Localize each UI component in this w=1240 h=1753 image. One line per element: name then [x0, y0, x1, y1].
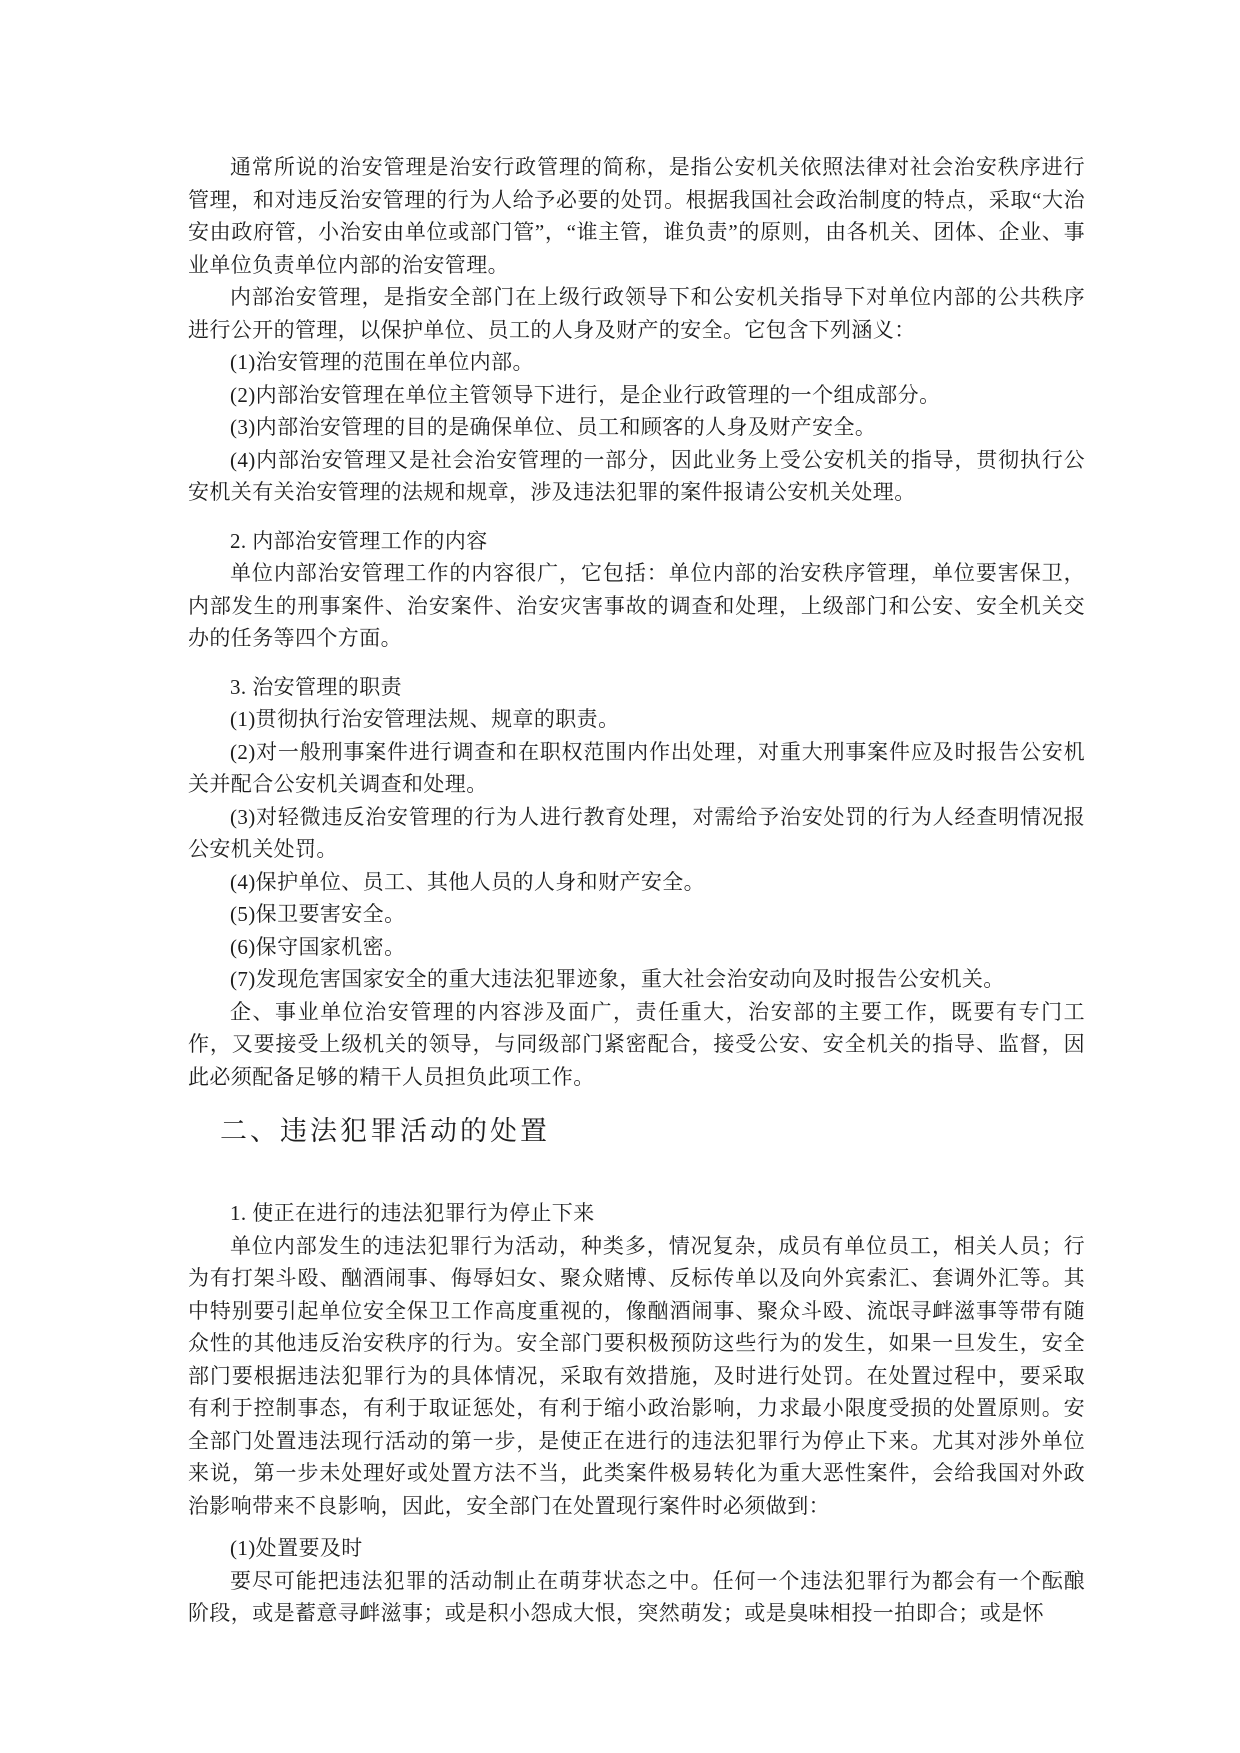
paragraph: (1)治安管理的范围在单位内部。 — [230, 350, 534, 374]
paragraph: (2)内部治安管理在单位主管领导下进行，是企业行政管理的一个组成部分。 — [230, 382, 941, 407]
paragraph: (6)保守国家机密。 — [230, 934, 406, 959]
paragraph: (3)对轻微违反治安管理的行为人进行教育处理，对需给予治安处罚的行为人经查明情况报公安机关处罚。 — [188, 804, 1085, 861]
paragraph: (1)贯彻执行治安管理法规、规章的职责。 — [230, 707, 620, 731]
paragraph: 单位内部发生的违法犯罪行为活动，种类多，情况复杂，成员有单位员工，相关人员；行为有打架斗殴、酗酒闹事、侮辱妇女、聚众赌博、反标传单以及向外宾索汇、套调外汇等。其中特别要引起单位安全保卫工作高度重视的，像酗酒闹事、聚众斗殴、流氓寻衅滋事等带有随众性的其他违反治安秩序的行为。安全部门要积极预防这些行为的发生，如果一旦发生，安全部门要根据违法犯罪行为的具体情况，采取有效措施，及时进行处罚。在处置过程中，要采取有利于控制事态，有利于取证惩处，有利于缩小政治影响，力求最小限度受损的处置原则。安全部门处置违法现行活动的第一步，是使正在进行的违法犯罪行为停止下来。尤其对涉外单位来说，第一步未处理好或处置方法不当，此类案件极易转化为重大恶性案件，会给我国对外政治影响带来不良影响，因此，安全部门在处置现行案件时必须做到： — [188, 1233, 1085, 1518]
paragraph: 通常所说的治安管理是治安行政管理的简称，是指公安机关依照法律对社会治安秩序进行管理，和对违反治安管理的行为人给予必要的处罚。根据我国社会政治制度的特点，采取“大治安由政府管，小治安由单位或部门管”，“谁主管，谁负责”的原则，由各机关、团体、企业、事业单位负责单位内部的治安管理。 — [188, 155, 1085, 277]
paragraph: (4)保护单位、员工、其他人员的人身和财产安全。 — [230, 869, 706, 894]
paragraph: (5)保卫要害安全。 — [230, 902, 406, 926]
paragraph: (3)内部治安管理的目的是确保单位、员工和顾客的人身及财产安全。 — [230, 415, 877, 439]
paragraph: (4)内部治安管理又是社会治安管理的一部分，因此业务上受公安机关的指导，贯彻执行公安机关有关治安管理的法规和规章，涉及违法犯罪的案件报请公安机关处理。 — [188, 447, 1085, 504]
paragraph: (7)发现危害国家安全的重大违法犯罪迹象，重大社会治安动向及时报告公安机关。 — [230, 967, 1005, 991]
paragraph: 要尽可能把违法犯罪的活动制止在萌芽状态之中。任何一个违法犯罪行为都会有一个酝酿阶段，或是蓄意寻衅滋事；或是积小怨成大恨，突然萌发；或是臭味相投一拍即合；或是怀 — [188, 1568, 1085, 1625]
paragraph: (2)对一般刑事案件进行调查和在职权范围内作出处理，对重大刑事案件应及时报告公安机关并配合公安机关调查和处理。 — [188, 739, 1085, 796]
paragraph: 1. 使正在进行的违法犯罪行为停止下来 — [230, 1201, 595, 1225]
paragraph: 企、事业单位治安管理的内容涉及面广，责任重大，治安部的主要工作，既要有专门工作，又要接受上级机关的领导，与同级部门紧密配合，接受公安、安全机关的指导、监督，因此必须配备足够的精干人员担负此项工作。 — [188, 999, 1085, 1089]
paragraph: 内部治安管理，是指安全部门在上级行政领导下和公安机关指导下对单位内部的公共秩序进行公开的管理，以保护单位、员工的人身及财产的安全。它包含下列涵义： — [188, 285, 1085, 342]
document-body — [188, 151, 1085, 1630]
sub-point-heading: (1)处置要及时 — [230, 1536, 363, 1560]
paragraph: 单位内部治安管理工作的内容很广，它包括：单位内部的治安秩序管理，单位要害保卫，内部发生的刑事案件、治安案件、治安灾害事故的调查和处理，上级部门和公安、安全机关交办的任务等四个方面。 — [188, 561, 1085, 650]
numbered-heading: 2. 内部治安管理工作的内容 — [230, 528, 488, 553]
numbered-heading: 3. 治安管理的职责 — [230, 674, 402, 699]
section-heading: 二、违法犯罪活动的处置 — [220, 1116, 550, 1146]
